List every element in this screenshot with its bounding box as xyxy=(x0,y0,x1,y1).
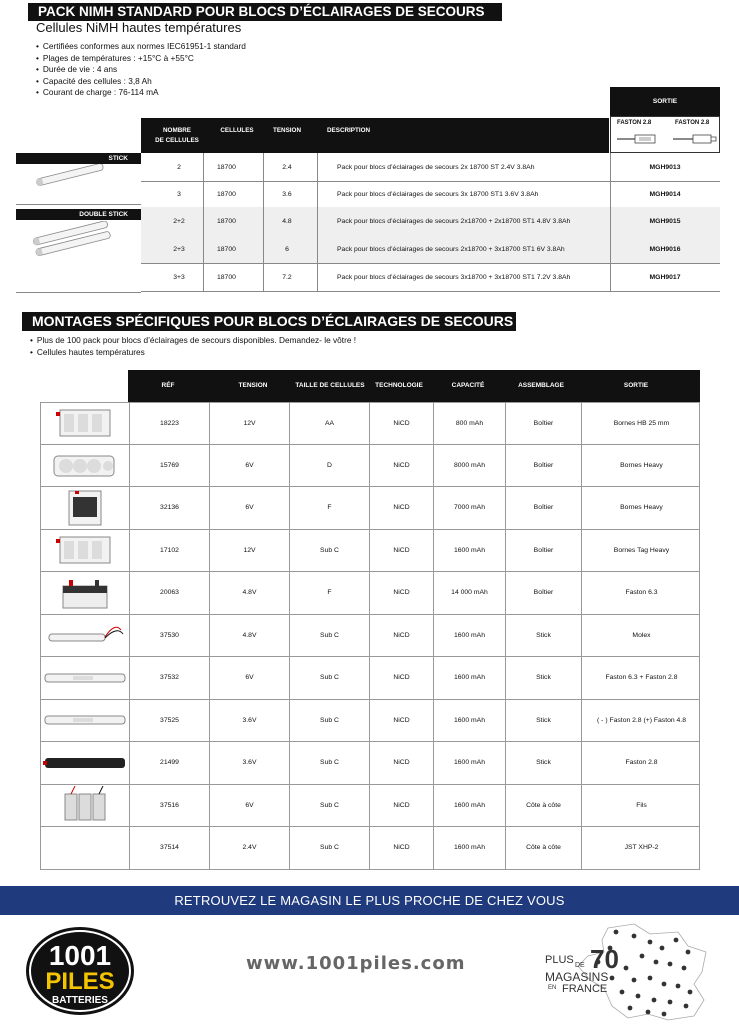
feature-item: • Certifiées conformes aux normes IEC61951-1 standard xyxy=(36,41,246,53)
cell-cellules: 18700 xyxy=(217,164,236,171)
cell-ref: 18223 xyxy=(129,403,209,444)
battery-pack-icon xyxy=(43,667,127,689)
battery-pack-image xyxy=(41,700,129,742)
cell-tension: 7.2 xyxy=(282,274,292,281)
col-description: DESCRIPTION xyxy=(327,127,371,134)
store-dot xyxy=(688,990,693,995)
logo-text: PILES xyxy=(45,968,115,995)
col-assemblage: ASSEMBLAGE xyxy=(518,382,564,389)
cell-assemblage: Boîtier xyxy=(505,487,581,529)
battery-pack-icon xyxy=(54,533,116,567)
cell-nombre: 3+3 xyxy=(173,274,185,281)
store-dot xyxy=(648,976,653,981)
feature-item: • Capacité des cellules : 3,8 Ah xyxy=(36,76,246,88)
cell-sortie: Fils xyxy=(581,785,701,827)
col-nombre: NOMBRE xyxy=(163,127,191,134)
montage-table-row xyxy=(40,487,700,530)
store-dot xyxy=(662,1012,667,1017)
cell-cellules: 18700 xyxy=(217,191,236,198)
cell-assemblage: Côte à côte xyxy=(505,827,581,869)
feature-list xyxy=(36,41,246,99)
cell-assemblage: Stick xyxy=(505,742,581,784)
cell-tension: 6V xyxy=(209,785,289,827)
store-dot xyxy=(684,1004,689,1009)
cell-ref: MGH9016 xyxy=(649,246,681,253)
cell-taille: F xyxy=(289,487,369,529)
battery-pack-icon xyxy=(57,786,113,824)
faston-connector-icon xyxy=(617,133,659,145)
cell-sortie: Bornes Tag Heavy xyxy=(581,530,701,572)
store-dot xyxy=(624,966,629,971)
feature-item: • Plages de températures : +15°C à +55°C xyxy=(36,53,246,65)
cell-assemblage: Boîtier xyxy=(505,530,581,572)
store-dot xyxy=(648,940,653,945)
cell-taille: Sub C xyxy=(289,785,369,827)
faston-label: FASTON 2.8 xyxy=(675,120,710,126)
section-title-montages: MONTAGES SPÉCIFIQUES POUR BLOCS D’ÉCLAIRAGES DE SECOURS xyxy=(22,312,516,331)
cell-capacite: 8000 mAh xyxy=(433,445,505,487)
cell-techno: NiCD xyxy=(369,827,433,869)
cell-techno: NiCD xyxy=(369,742,433,784)
cell-taille: Sub C xyxy=(289,615,369,657)
store-dot xyxy=(646,1010,651,1015)
battery-pack-image xyxy=(41,657,129,699)
cell-capacite: 7000 mAh xyxy=(433,487,505,529)
website-link[interactable]: www.1001piles.com xyxy=(246,953,466,974)
cell-nombre: 2+3 xyxy=(173,246,185,253)
cell-ref: 37525 xyxy=(129,700,209,742)
cell-sortie: Bornes HB 25 mm xyxy=(581,403,701,444)
faston-connector-icon xyxy=(673,133,717,145)
store-dot xyxy=(632,934,637,939)
store-dot xyxy=(620,990,625,995)
montage-table-row xyxy=(40,530,700,573)
cell-ref: 21499 xyxy=(129,742,209,784)
battery-pack-icon xyxy=(54,406,116,440)
cell-ref: 37516 xyxy=(129,785,209,827)
cell-taille: Sub C xyxy=(289,827,369,869)
cell-nombre: 3 xyxy=(177,191,181,198)
cell-assemblage: Boîtier xyxy=(505,572,581,614)
cell-assemblage: Boîtier xyxy=(505,445,581,487)
battery-pack-icon xyxy=(59,576,111,610)
cell-ref: MGH9014 xyxy=(649,191,681,198)
cell-ref: 37530 xyxy=(129,615,209,657)
battery-pack-icon xyxy=(43,709,127,731)
montage-table-row xyxy=(40,402,700,445)
cell-tension: 4.8V xyxy=(209,572,289,614)
cell-techno: NiCD xyxy=(369,657,433,699)
stick-label: STICK xyxy=(16,153,141,164)
cell-ref: MGH9017 xyxy=(649,274,681,281)
cell-taille: Sub C xyxy=(289,657,369,699)
cell-assemblage: Stick xyxy=(505,657,581,699)
pack-table-row xyxy=(141,235,720,264)
montage-table-row xyxy=(40,572,700,615)
cell-techno: NiCD xyxy=(369,445,433,487)
cell-taille: AA xyxy=(289,403,369,444)
stores-plus: PLUS xyxy=(545,954,574,966)
pack-table-row xyxy=(141,153,720,182)
cell-tension: 12V xyxy=(209,530,289,572)
faston-label: FASTON 2.8 xyxy=(617,120,652,126)
cell-techno: NiCD xyxy=(369,530,433,572)
store-dot xyxy=(674,938,679,943)
store-dot xyxy=(636,994,641,999)
cell-cellules: 18700 xyxy=(217,246,236,253)
cell-description: Pack pour blocs d’éclairages de secours 3x 18700 ST1 3.6V 3.8Ah xyxy=(337,191,539,198)
cell-assemblage: Boîtier xyxy=(505,403,581,444)
cell-taille: Sub C xyxy=(289,742,369,784)
store-dot xyxy=(652,998,657,1003)
cell-cellules: 18700 xyxy=(217,274,236,281)
cell-taille: Sub C xyxy=(289,530,369,572)
cell-sortie: Faston 2.8 xyxy=(581,742,701,784)
store-dot xyxy=(610,976,615,981)
feature-item: • Durée de vie : 4 ans xyxy=(36,64,246,76)
stores-de: DE xyxy=(575,962,585,969)
col-ref: RÉF xyxy=(161,382,175,389)
cell-tension: 6V xyxy=(209,445,289,487)
store-dot xyxy=(640,954,645,959)
montage-table-row xyxy=(40,700,700,743)
pack-table-row xyxy=(141,263,720,292)
col-sortie: SORTIE xyxy=(623,382,649,389)
cell-ref: 37532 xyxy=(129,657,209,699)
montages-table-header xyxy=(128,370,700,402)
col-tension: TENSION xyxy=(273,127,301,134)
montage-table-row xyxy=(40,445,700,488)
double-stick-battery-icon xyxy=(28,221,118,257)
cell-capacite: 1600 mAh xyxy=(433,785,505,827)
cell-description: Pack pour blocs d’éclairages de secours 2x18700 + 2x18700 ST1 4.8V 3.8Ah xyxy=(337,218,571,225)
cell-tension: 2.4V xyxy=(209,827,289,869)
cell-description: Pack pour blocs d’éclairages de secours 2x 18700 ST 2.4V 3.8Ah xyxy=(337,164,535,171)
col-capacite: CAPACITÉ xyxy=(451,382,485,389)
battery-pack-icon xyxy=(50,450,120,480)
cell-sortie: JST XHP-2 xyxy=(581,827,701,869)
cell-cellules: 18700 xyxy=(217,218,236,225)
cell-sortie: ( - ) Faston 2.8 (+) Faston 4.8 xyxy=(581,700,701,742)
store-dot xyxy=(676,984,681,989)
store-dot xyxy=(662,982,667,987)
cell-assemblage: Stick xyxy=(505,700,581,742)
cell-tension: 6 xyxy=(285,246,289,253)
battery-pack-image xyxy=(41,445,129,487)
section-subtitle: Cellules NiMH hautes températures xyxy=(36,20,242,35)
cell-assemblage: Stick xyxy=(505,615,581,657)
cell-capacite: 800 mAh xyxy=(433,403,505,444)
section-title-pack-nimh: PACK NIMH STANDARD POUR BLOCS D’ÉCLAIRAGES DE SECOURS xyxy=(28,3,502,21)
cell-taille: D xyxy=(289,445,369,487)
cell-tension: 3.6V xyxy=(209,700,289,742)
cell-taille: F xyxy=(289,572,369,614)
battery-pack-image xyxy=(41,742,129,784)
store-dot xyxy=(686,950,691,955)
cell-capacite: 14 000 mAh xyxy=(433,572,505,614)
pack-table-header xyxy=(141,118,609,153)
montage-table-row xyxy=(40,657,700,700)
feature-item: • Plus de 100 pack pour blocs d’éclairages de secours disponibles. Demandez- le vôtre ! xyxy=(30,335,356,347)
battery-pack-image xyxy=(41,785,129,827)
cell-techno: NiCD xyxy=(369,700,433,742)
store-dot xyxy=(660,946,665,951)
battery-pack-image xyxy=(41,403,129,444)
cell-sortie: Faston 6.3 xyxy=(581,572,701,614)
cell-sortie: Bornes Heavy xyxy=(581,445,701,487)
cell-ref: 20063 xyxy=(129,572,209,614)
battery-pack-image xyxy=(41,615,129,657)
cell-tension: 2.4 xyxy=(282,164,292,171)
cell-ref: 17102 xyxy=(129,530,209,572)
store-dot xyxy=(668,1000,673,1005)
battery-pack-image xyxy=(41,487,129,529)
stores-magasins: MAGASINS xyxy=(545,970,609,984)
store-dot xyxy=(628,1006,633,1011)
col-cellules: CELLULES xyxy=(220,127,254,134)
stores-count: 70 xyxy=(590,944,619,974)
cell-ref: 37514 xyxy=(129,827,209,869)
montage-table-row xyxy=(40,827,700,870)
sortie-header: SORTIE xyxy=(610,87,720,116)
montage-table-row xyxy=(40,785,700,828)
col-technologie: TECHNOLOGIE xyxy=(375,382,423,389)
cell-techno: NiCD xyxy=(369,572,433,614)
battery-pack-icon xyxy=(43,752,127,774)
store-dot xyxy=(682,966,687,971)
stores-en: EN xyxy=(548,985,557,991)
cell-assemblage: Côte à côte xyxy=(505,785,581,827)
logo-text: 1001 xyxy=(48,940,112,971)
cell-techno: NiCD xyxy=(369,487,433,529)
montage-table-row xyxy=(40,615,700,658)
cell-sortie: Molex xyxy=(581,615,701,657)
cell-tension: 6V xyxy=(209,657,289,699)
cell-tension: 3.6V xyxy=(209,742,289,784)
montage-table-row xyxy=(40,742,700,785)
pack-table-row xyxy=(141,207,720,236)
cell-techno: NiCD xyxy=(369,615,433,657)
cell-ref: 15769 xyxy=(129,445,209,487)
battery-pack-image xyxy=(41,827,129,869)
stick-battery-icon xyxy=(30,161,110,189)
store-dot xyxy=(668,962,673,967)
stores-france: FRANCE xyxy=(562,983,608,995)
cell-tension: 6V xyxy=(209,487,289,529)
cell-sortie: Bornes Heavy xyxy=(581,487,701,529)
store-locator-banner[interactable]: RETROUVEZ LE MAGASIN LE PLUS PROCHE DE CHEZ VOUS xyxy=(0,886,739,915)
faston-connectors xyxy=(610,116,720,153)
col-de-cellules: DE CELLULES xyxy=(155,137,199,144)
cell-tension: 4.8 xyxy=(282,218,292,225)
cell-taille: Sub C xyxy=(289,700,369,742)
battery-pack-icon xyxy=(45,620,125,650)
1001piles-logo[interactable] xyxy=(24,925,136,1017)
cell-tension: 12V xyxy=(209,403,289,444)
cell-description: Pack pour blocs d’éclairages de secours 2x18700 + 3x18700 ST1 6V 3.8Ah xyxy=(337,246,565,253)
cell-capacite: 1600 mAh xyxy=(433,700,505,742)
cell-tension: 4.8V xyxy=(209,615,289,657)
cell-sortie: Faston 6.3 + Faston 2.8 xyxy=(581,657,701,699)
store-dot xyxy=(654,960,659,965)
cell-capacite: 1600 mAh xyxy=(433,657,505,699)
battery-pack-image xyxy=(41,572,129,614)
cell-capacite: 1600 mAh xyxy=(433,742,505,784)
battery-pack-image xyxy=(41,530,129,572)
store-dot xyxy=(614,930,619,935)
cell-tension: 3.6 xyxy=(282,191,292,198)
feature-item: • Cellules hautes températures xyxy=(30,347,356,359)
feature-item: • Courant de charge : 76-114 mA xyxy=(36,87,246,99)
cell-nombre: 2+2 xyxy=(173,218,185,225)
cell-nombre: 2 xyxy=(177,164,181,171)
cell-capacite: 1600 mAh xyxy=(433,827,505,869)
cell-techno: NiCD xyxy=(369,403,433,444)
store-dot xyxy=(632,978,637,983)
double-stick-label: DOUBLE STICK xyxy=(16,209,141,220)
cell-capacite: 1600 mAh xyxy=(433,615,505,657)
cell-ref: 32136 xyxy=(129,487,209,529)
montages-feature-list xyxy=(30,335,356,358)
col-taille: TAILLE DE CELLULES xyxy=(295,382,365,389)
pack-table-row xyxy=(141,180,720,209)
cell-capacite: 1600 mAh xyxy=(433,530,505,572)
col-tension: TENSION xyxy=(238,382,268,389)
cell-techno: NiCD xyxy=(369,785,433,827)
cell-description: Pack pour blocs d’éclairages de secours 3x18700 + 3x18700 ST1 7.2V 3.8Ah xyxy=(337,274,571,281)
battery-pack-icon xyxy=(63,489,107,527)
logo-text: BATTERIES xyxy=(52,995,108,1006)
cell-ref: MGH9015 xyxy=(649,218,681,225)
cell-ref: MGH9013 xyxy=(649,164,681,171)
